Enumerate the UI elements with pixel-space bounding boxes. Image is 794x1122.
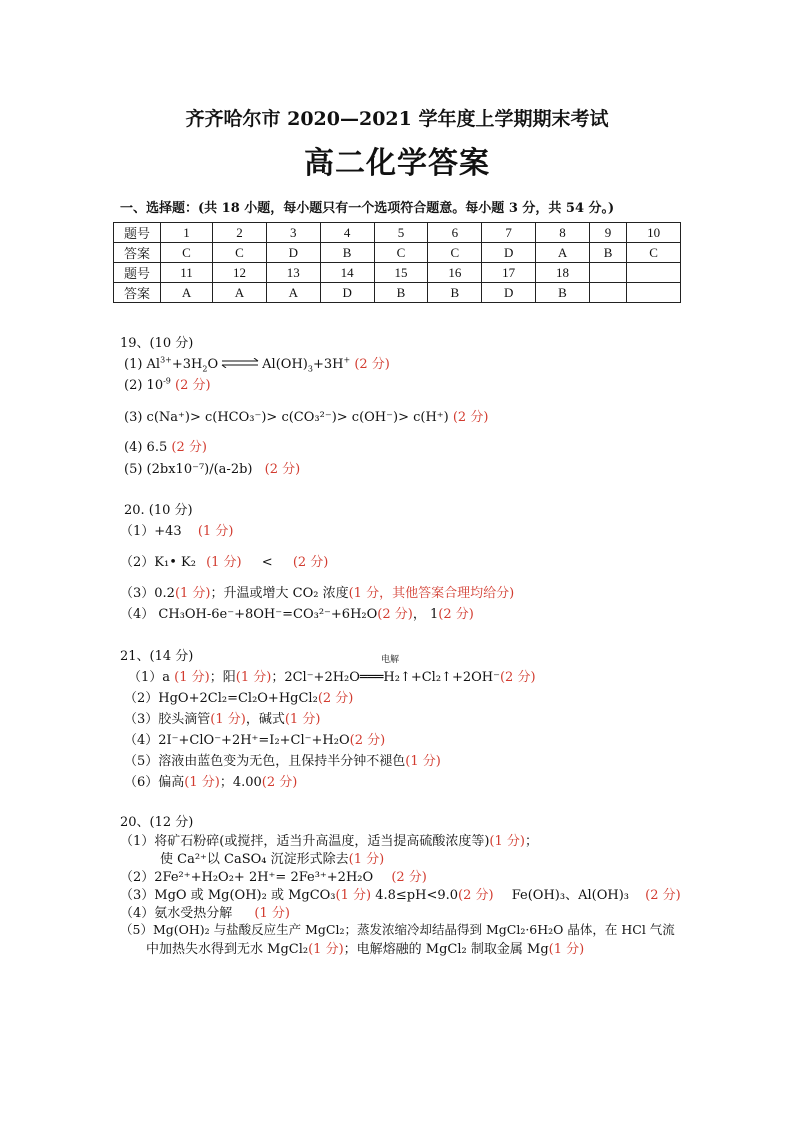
answer-text: （2）2Fe²⁺+H₂O₂+ 2H⁺= 2Fe³⁺+2H₂O <box>120 870 374 885</box>
electrolysis-label: 电解 <box>381 655 400 665</box>
question-21-heading: 21、(14 分) <box>120 649 194 664</box>
question-20b-heading: 20、(12 分) <box>120 815 194 830</box>
table-row <box>114 243 681 263</box>
answer-text: ；电解熔融的 MgCl₂ 制取金属 Mg <box>343 942 549 957</box>
reversible-arrow-icon <box>220 357 260 372</box>
answer-21-5 <box>124 750 441 769</box>
table-cell: 题号 <box>114 223 161 243</box>
answer-text: +3H <box>312 357 344 372</box>
question-19-heading: 19、(10 分) <box>120 336 194 351</box>
answer-text: 使 Ca²⁺以 CaSO₄ 沉淀形式除去 <box>160 852 349 867</box>
table-cell: B <box>428 283 482 303</box>
table-cell: B <box>589 243 626 263</box>
table-row <box>114 223 681 243</box>
answer-19-2 <box>124 374 211 393</box>
answer-text: < <box>261 555 273 570</box>
table-cell: A <box>161 283 213 303</box>
answer-19-5 <box>124 458 300 477</box>
score-note: (2 分) <box>349 733 386 748</box>
table-cell: 9 <box>589 223 626 243</box>
answer-text: ， 1 <box>412 607 439 622</box>
score-note: (1 分，其他答案合理均给分) <box>348 586 515 601</box>
table-cell: 1 <box>161 223 213 243</box>
table-cell: D <box>320 283 374 303</box>
answer-text: ；4.00 <box>219 775 262 790</box>
answer-20-1 <box>120 520 233 539</box>
score-note: (2 分) <box>452 410 489 425</box>
answer-20b-3 <box>120 884 681 903</box>
answer-21-1 <box>128 666 536 685</box>
table-cell: A <box>536 243 590 263</box>
score-note: (1 分) <box>235 670 272 685</box>
answer-21-4 <box>124 729 385 748</box>
answer-text: (3) c(Na⁺)> c(HCO₃⁻)> c(CO₃²⁻)> c(OH⁻)> c(H⁺) <box>124 410 449 425</box>
table-cell: C <box>374 243 428 263</box>
table-cell <box>589 283 626 303</box>
answer-text: （6）偏高 <box>124 775 185 790</box>
table-cell: D <box>266 243 320 263</box>
answer-20b-2 <box>120 866 427 885</box>
answer-text: O <box>207 357 219 372</box>
score-note: (1 分) <box>308 942 344 957</box>
table-cell: 14 <box>320 263 374 283</box>
answer-text: 中加热失水得到无水 MgCl₂ <box>146 942 309 957</box>
table-cell: B <box>320 243 374 263</box>
table-cell: 16 <box>428 263 482 283</box>
answer-text: +3H <box>171 357 203 372</box>
score-note: (2 分) <box>458 888 494 903</box>
table-cell: 8 <box>536 223 590 243</box>
table-cell: 10 <box>627 223 681 243</box>
score-note: (2 分) <box>391 870 427 885</box>
score-note: (1 分) <box>254 906 290 921</box>
table-cell <box>589 263 626 283</box>
score-note: (1 分) <box>174 586 211 601</box>
table-cell <box>627 283 681 303</box>
answer-20b-1b <box>160 848 384 867</box>
table-cell <box>627 263 681 283</box>
answer-text: Al(OH) <box>262 357 308 372</box>
answer-text: ；阳 <box>209 670 236 685</box>
answer-20-4 <box>120 603 474 622</box>
table-cell: 答案 <box>114 283 161 303</box>
page-subtitle: 高二化学答案 <box>304 146 490 181</box>
score-note: (1 分) <box>335 888 372 903</box>
page-title: 齐齐哈尔市 2020—2021 学年度上学期期末考试 <box>185 108 609 130</box>
answer-20b-4 <box>120 902 290 921</box>
table-row <box>114 263 681 283</box>
table-cell: 6 <box>428 223 482 243</box>
answer-text: (4) 6.5 <box>124 440 168 455</box>
answer-text: （3）0.2 <box>120 586 175 601</box>
score-note: (1 分) <box>489 834 525 849</box>
question-20-heading: 20. (10 分) <box>124 503 193 518</box>
answer-21-3 <box>124 708 320 727</box>
answer-text: （4）氨水受热分解 <box>120 906 233 921</box>
table-cell: 15 <box>374 263 428 283</box>
score-note: (1 分) <box>405 754 441 769</box>
score-note: (2 分) <box>354 357 390 372</box>
score-note: (2 分) <box>438 607 474 622</box>
table-cell: C <box>213 243 267 263</box>
table-cell: 答案 <box>114 243 161 263</box>
answer-text: （3）MgO 或 Mg(OH)₂ 或 MgCO₃ <box>120 888 336 903</box>
answer-text: ，碱式 <box>245 712 285 727</box>
table-cell: D <box>482 243 536 263</box>
score-note: (2 分) <box>175 378 211 393</box>
score-note: (2 分) <box>264 462 301 477</box>
table-cell: 5 <box>374 223 428 243</box>
answer-text: (2) 10 <box>124 378 164 393</box>
answer-table <box>113 222 681 303</box>
table-row <box>114 283 681 303</box>
answer-20-2 <box>120 551 328 570</box>
answer-text: 4.8≤pH<9.0 <box>375 888 459 903</box>
answer-text: Fe(OH)₃、Al(OH)₃ <box>511 888 629 903</box>
table-cell: B <box>374 283 428 303</box>
table-cell: 4 <box>320 223 374 243</box>
answer-text: (5) (2bx10⁻⁷)/(a-2b) <box>124 462 253 477</box>
score-note: (1 分) <box>206 555 242 570</box>
table-cell: C <box>428 243 482 263</box>
score-note: (2 分) <box>171 440 207 455</box>
score-note: (1 分) <box>348 852 385 867</box>
table-cell: 18 <box>536 263 590 283</box>
score-note: (2 分) <box>645 888 681 903</box>
score-note: (1 分) <box>210 712 246 727</box>
score-note: (2 分) <box>499 670 536 685</box>
table-cell: 11 <box>161 263 213 283</box>
score-note: (2 分) <box>261 775 298 790</box>
table-cell: 12 <box>213 263 267 283</box>
answer-text: （1）将矿石粉碎(或搅拌，适当升高温度，适当提高硫酸浓度等) <box>120 834 490 849</box>
table-cell: 2 <box>213 223 267 243</box>
table-cell: 题号 <box>114 263 161 283</box>
table-cell: D <box>482 283 536 303</box>
answer-text: （2）K₁• K₂ <box>120 555 196 570</box>
answer-20b-1 <box>120 830 538 849</box>
score-note: (1 分) <box>197 524 234 539</box>
answer-20b-5: （5）Mg(OH)₂ 与盐酸反应生产 MgCl₂；蒸发浓缩冷却结晶得到 MgCl₂·6H₂O 晶体，在 HCl 气流 <box>120 922 675 937</box>
answer-text: -9 <box>163 376 171 386</box>
score-note: (1 分) <box>174 670 210 685</box>
answer-text: (1) Al <box>124 357 161 372</box>
answer-text: （1）a <box>128 670 171 685</box>
answer-text: （5）溶液由蓝色变为无色，且保持半分钟不褪色 <box>124 754 406 769</box>
table-cell: B <box>536 283 590 303</box>
score-note: (2 分) <box>292 555 329 570</box>
answer-19-4 <box>124 436 207 455</box>
answer-text: （2）HgO+2Cl₂=Cl₂O+HgCl₂ <box>124 691 318 706</box>
answer-19-1: (1) $Al^{3+}+3H_2O$ $Al(OH)_3+3H^+$ (2 分) <box>124 355 390 374</box>
answer-21-2 <box>124 687 353 706</box>
answer-text: ；2Cl⁻+2H₂O═══H₂↑+Cl₂↑+2OH⁻ <box>271 670 500 685</box>
answer-text: ； <box>524 834 538 849</box>
table-cell: A <box>266 283 320 303</box>
score-note: (1 分) <box>184 775 220 790</box>
score-note: (1 分) <box>548 942 585 957</box>
answer-text: （3）胶头滴管 <box>124 712 211 727</box>
table-cell: A <box>213 283 267 303</box>
answer-20b-5b <box>146 938 584 957</box>
score-note: (1 分) <box>284 712 321 727</box>
score-note: (2 分) <box>377 607 413 622</box>
answer-20-3 <box>120 582 514 601</box>
table-cell: 17 <box>482 263 536 283</box>
answer-text: （1）+43 <box>120 524 182 539</box>
answer-21-6 <box>124 771 297 790</box>
table-cell: 13 <box>266 263 320 283</box>
section-heading: 一、选择题：(共 18 小题，每小题只有一个选项符合题意。每小题 3 分，共 54 分。) <box>120 201 615 216</box>
answer-19-3 <box>124 406 488 425</box>
table-cell: 3 <box>266 223 320 243</box>
table-cell: C <box>627 243 681 263</box>
table-cell: C <box>161 243 213 263</box>
answer-text: （4） CH₃OH-6e⁻+8OH⁻=CO₃²⁻+6H₂O <box>120 607 378 622</box>
answer-text: ；升温或增大 CO₂ 浓度 <box>210 586 349 601</box>
score-note: (2 分) <box>317 691 354 706</box>
table-cell: 7 <box>482 223 536 243</box>
answer-text: （4）2I⁻+ClO⁻+2H⁺=I₂+Cl⁻+H₂O <box>124 733 350 748</box>
